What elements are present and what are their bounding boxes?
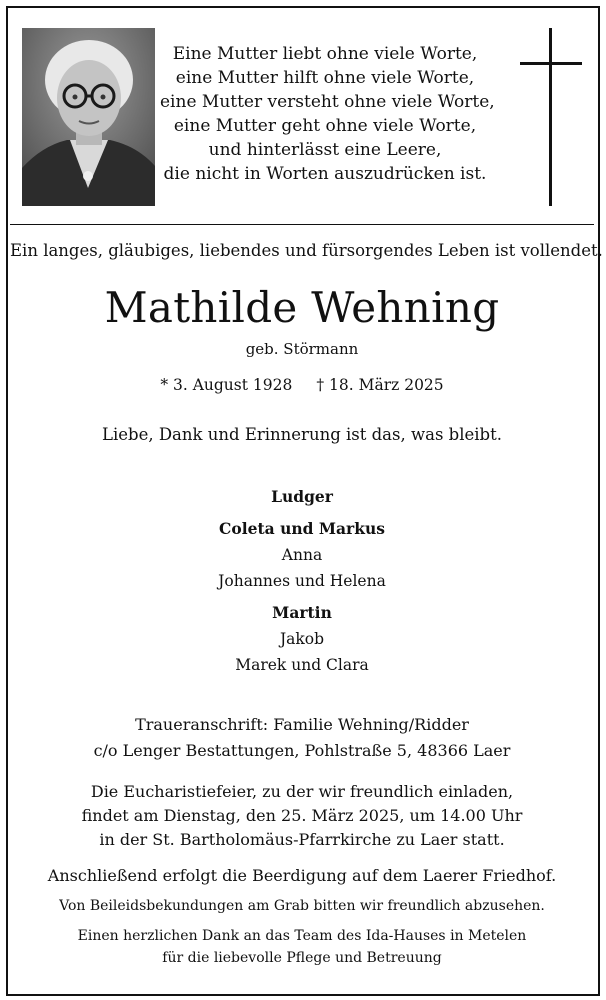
family-head: Martin xyxy=(272,603,332,622)
portrait-image xyxy=(22,28,155,206)
service-info xyxy=(10,780,594,852)
family-member: Marek und Clara xyxy=(235,656,369,674)
family-head: Coleta und Markus xyxy=(219,519,385,538)
poem-line: eine Mutter versteht ohne viele Worte, xyxy=(160,92,495,112)
service-line: findet am Dienstag, den 25. März 2025, um 14.00 Uhr xyxy=(81,806,523,825)
family-head: Ludger xyxy=(271,487,333,506)
poem xyxy=(160,42,495,186)
tagline: Ein langes, gläubiges, liebendes und fürsorgendes Leben ist vollendet. xyxy=(10,241,603,260)
family-member: Anna xyxy=(281,546,323,564)
divider-top xyxy=(10,224,594,225)
address-line: c/o Lenger Bestattungen, Pohlstraße 5, 48366 Laer xyxy=(93,741,511,760)
remembrance-quote: Liebe, Dank und Erinnerung ist das, was bleibt. xyxy=(102,425,502,444)
address-line: Traueranschrift: Familie Wehning/Ridder xyxy=(135,715,469,734)
burial-info: Anschließend erfolgt die Beerdigung auf dem Laerer Friedhof. xyxy=(47,866,557,885)
poem-line: eine Mutter hilft ohne viele Worte, xyxy=(175,68,475,88)
thanks-line: für die liebevolle Pflege und Betreuung xyxy=(162,950,442,966)
service-line: in der St. Bartholomäus-Pfarrkirche zu Laer statt. xyxy=(99,830,505,849)
thanks-note xyxy=(10,925,594,969)
poem-line: eine Mutter geht ohne viele Worte, xyxy=(173,116,477,136)
family-member: Jakob xyxy=(279,630,325,648)
death-date: † 18. März 2025 xyxy=(316,376,444,394)
poem-line: Eine Mutter liebt ohne viele Worte, xyxy=(172,44,478,64)
poem-line: und hinterlässt eine Leere, xyxy=(208,140,442,160)
birth-name: geb. Störmann xyxy=(245,340,359,358)
condolence-note: Von Beileidsbekundungen am Grab bitten wir freundlich abzusehen. xyxy=(59,898,545,914)
cross-icon xyxy=(520,28,582,208)
portrait-photo xyxy=(22,28,155,206)
service-line: Die Eucharistiefeier, zu der wir freundlich einladen, xyxy=(90,782,514,801)
deceased-name: Mathilde Wehning xyxy=(104,283,500,332)
life-dates xyxy=(10,376,594,394)
family-list xyxy=(10,484,594,678)
birth-date: * 3. August 1928 xyxy=(160,376,293,394)
thanks-line: Einen herzlichen Dank an das Team des Ida-Hauses in Metelen xyxy=(77,928,527,944)
mourning-address xyxy=(10,712,594,764)
family-member: Johannes und Helena xyxy=(218,572,386,590)
poem-line: die nicht in Worten auszudrücken ist. xyxy=(163,164,487,184)
